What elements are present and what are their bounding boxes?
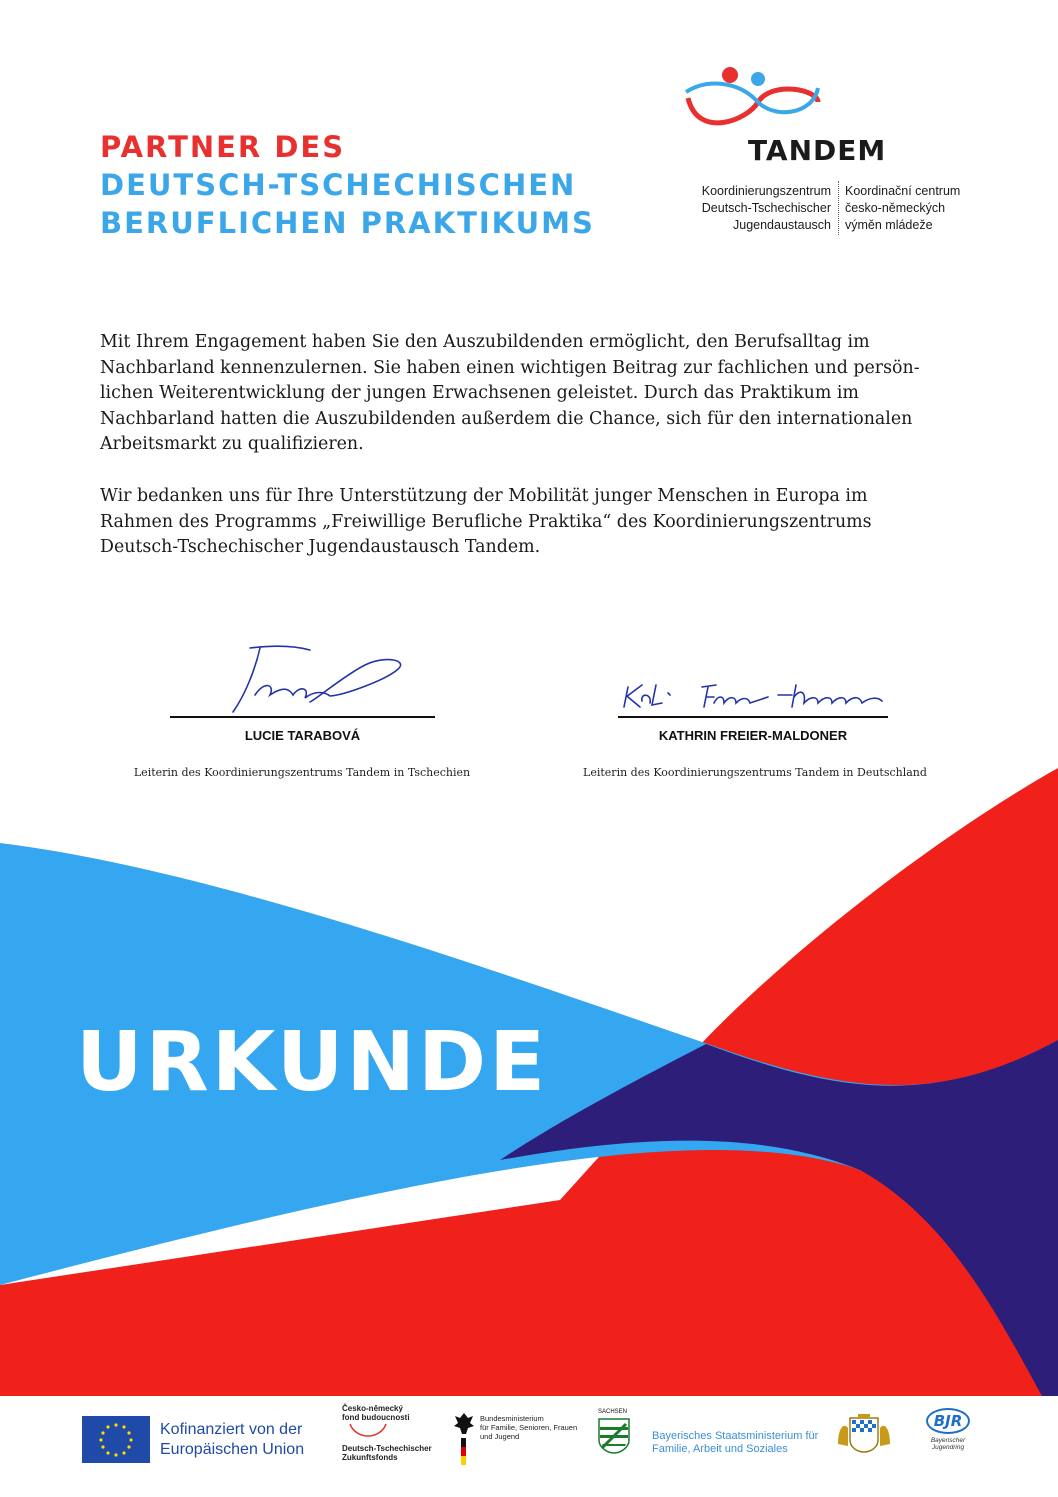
sponsor-footer: [0, 1396, 1058, 1497]
fund-top-1: Česko-německý: [342, 1404, 403, 1413]
future-fund-logo: [342, 1404, 442, 1462]
signer-name-left: LUCIE TARABOVÁ: [244, 728, 361, 743]
bjr-logo: [918, 1408, 978, 1451]
paragraph-line: Nachbarland hatten die Auszubildenden außerdem die Chance, sich für den internationalen: [100, 408, 913, 429]
signature-line-right: [618, 716, 888, 718]
logo-text-german: [702, 183, 831, 234]
bjr-line-1: Bayerischer: [930, 1437, 966, 1444]
bavaria-line-1: Bayerisches Staatsministerium für: [652, 1430, 819, 1442]
ministry-line: für Familie, Senioren, Frauen: [480, 1423, 578, 1432]
bavarian-crest-icon: [834, 1414, 894, 1454]
eu-line-2: Europäischen Union: [160, 1441, 305, 1458]
heading-line-2: DEUTSCH-TSCHECHISCHEN: [100, 168, 577, 202]
bjr-mark: BJR: [926, 1408, 970, 1434]
paragraph-line: Arbeitsmarkt zu qualifizieren.: [100, 434, 364, 455]
signer-role-right: Leiterin des Koordinierungszentrums Tandem in Deutschland: [583, 766, 927, 779]
logo-divider: [838, 181, 839, 235]
fund-arc-icon: [342, 1422, 402, 1442]
ministry-line: und Jugend: [480, 1432, 520, 1441]
logo-de-line: Jugendaustausch: [733, 218, 831, 232]
logo-wordmark: TANDEM: [748, 134, 887, 167]
fund-bottom-1: Deutsch-Tschechischer: [342, 1444, 432, 1453]
fund-top-2: fond budoucnosti: [342, 1413, 410, 1422]
tandem-logo-icon: [678, 60, 828, 140]
paragraph-2: [100, 484, 970, 561]
signature-line-left: [170, 716, 435, 718]
logo-de-line: Koordinierungszentrum: [701, 184, 831, 198]
paragraph-line: lichen Weiterentwicklung der jungen Erwachsenen geleistet. Durch das Praktikum im: [100, 383, 859, 404]
fund-bottom-2: Zukunftsfonds: [342, 1453, 398, 1462]
logo-text-czech: [845, 183, 960, 234]
bjr-line-2: Jugendring: [931, 1444, 965, 1451]
signature-image-left: [215, 640, 410, 715]
paragraph-1: [100, 330, 970, 458]
sachsen-label: SACHSEN: [598, 1409, 628, 1415]
ministry-text: [480, 1414, 577, 1441]
signature-image-right: [620, 675, 890, 715]
paragraph-line: Rahmen des Programms „Freiwillige Berufliche Praktika“ des Koordinierungszentrums: [100, 511, 872, 532]
saxony-crest-icon: [598, 1418, 630, 1454]
certificate-title: URKUNDE: [76, 1015, 549, 1110]
signer-name-right: KATHRIN FREIER-MALDONER: [658, 728, 848, 743]
bavaria-line-2: Familie, Arbeit und Soziales: [652, 1443, 788, 1455]
eu-flag-icon: [82, 1416, 150, 1463]
paragraph-line: Deutsch-Tschechischer Jugendaustausch Tandem.: [100, 537, 541, 558]
eu-line-1: Kofinanziert von der: [160, 1421, 303, 1438]
ministry-line: Bundesministerium: [480, 1414, 544, 1423]
heading-line-3: BERUFLICHEN PRAKTIKUMS: [100, 206, 595, 240]
signer-role-left: Leiterin des Koordinierungszentrums Tandem in Tschechien: [133, 766, 471, 779]
heading-line-1: PARTNER DES: [100, 130, 346, 164]
heading: [100, 128, 595, 242]
logo-cz-line: výměn mládeže: [845, 218, 933, 232]
paragraph-line: Mit Ihrem Engagement haben Sie den Auszubildenden ermöglicht, den Berufsalltag im: [100, 332, 870, 352]
federal-eagle-icon: [452, 1410, 476, 1466]
paragraph-line: Wir bedanken uns für Ihre Unterstützung der Mobilität junger Menschen in Europa im: [100, 486, 868, 506]
bavarian-ministry-text: [652, 1430, 818, 1456]
eu-cofinance-text: [160, 1420, 304, 1460]
logo-cz-line: česko-německých: [845, 201, 946, 215]
logo-cz-line: Koordinační centrum: [845, 184, 961, 198]
paragraph-line: Nachbarland kennenzulernen. Sie haben einen wichtigen Beitrag zur fachlichen und persön-: [100, 357, 920, 378]
logo-de-line: Deutsch-Tschechischer: [701, 201, 831, 215]
